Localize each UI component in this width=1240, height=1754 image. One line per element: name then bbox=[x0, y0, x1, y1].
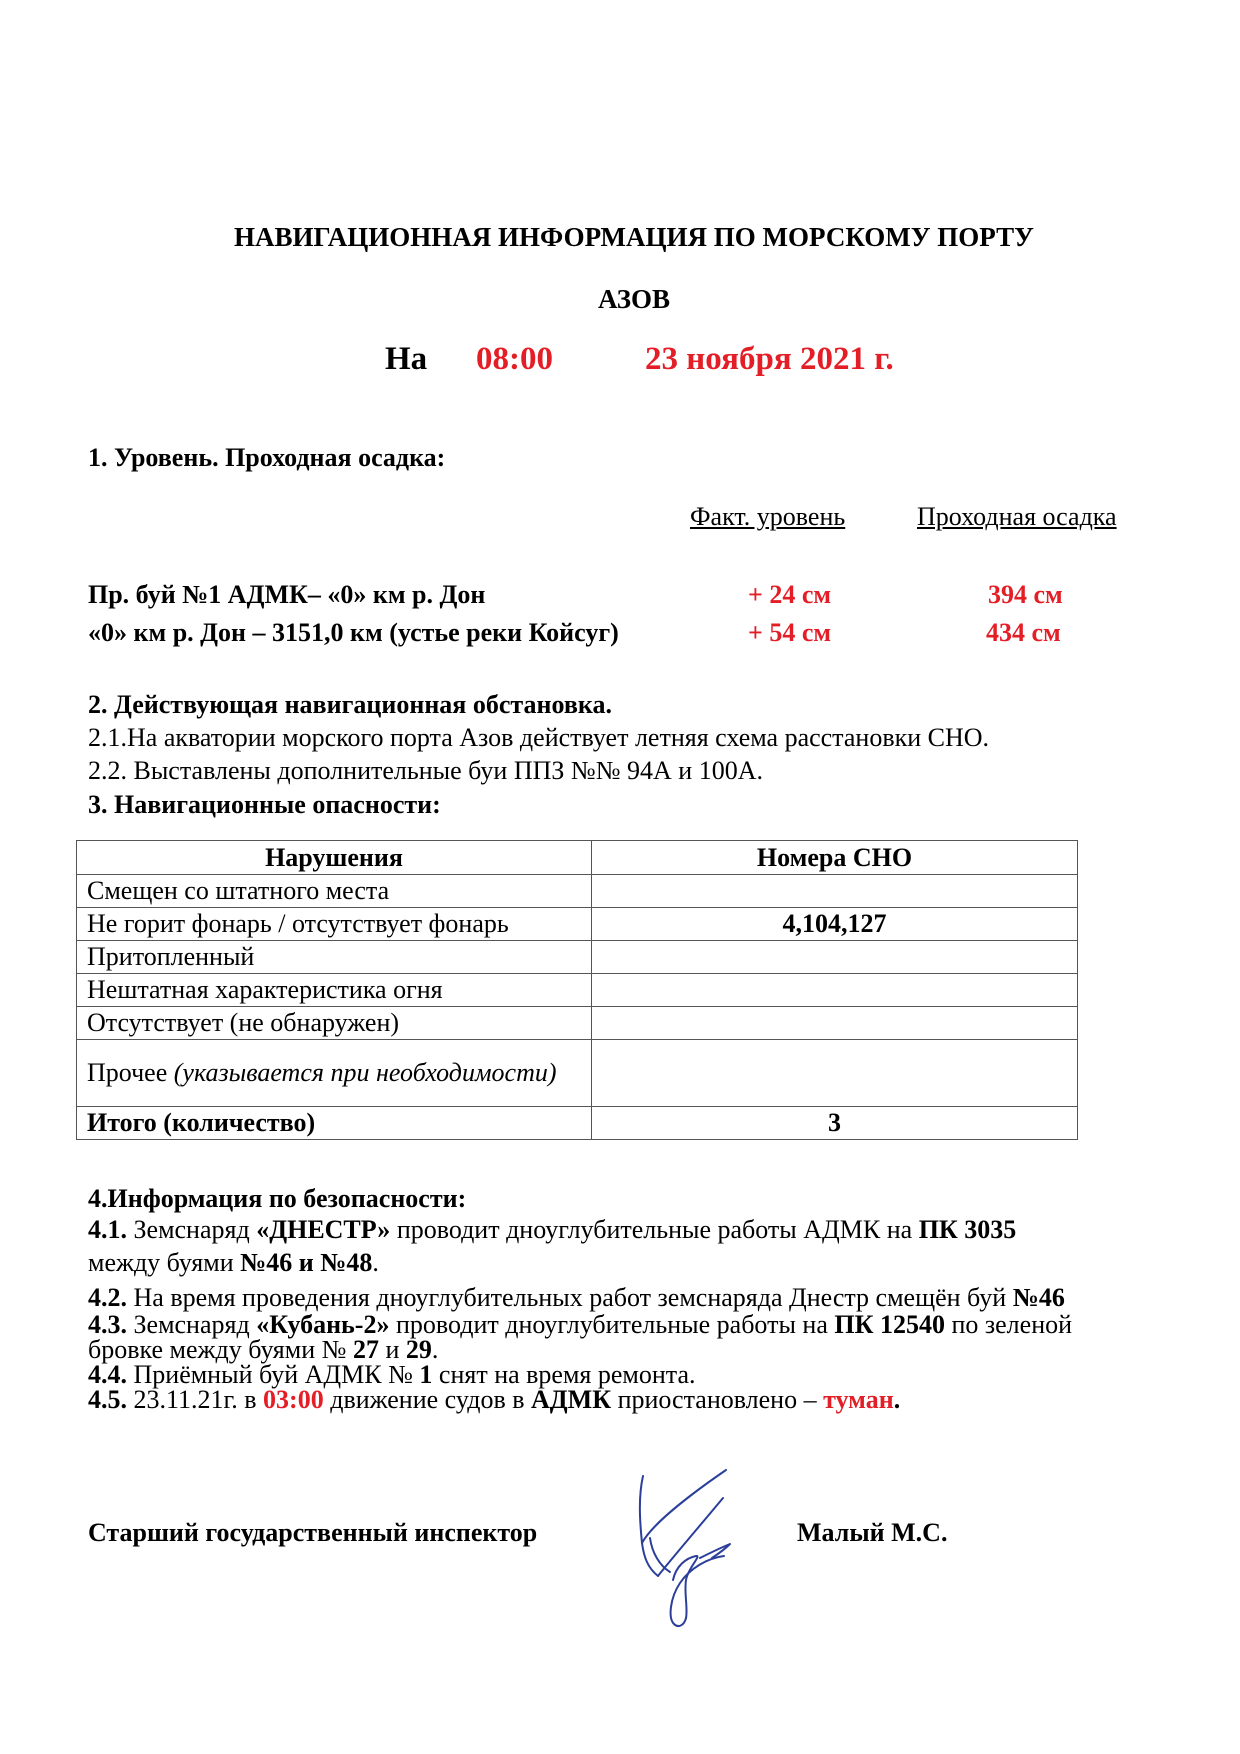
violation-label: Нештатная характеристика огня bbox=[77, 974, 592, 1007]
col-violations-header: Нарушения bbox=[77, 841, 592, 875]
safety-item-1-cont: между буями №46 и №48. bbox=[88, 1248, 379, 1277]
violation-label: Не горит фонарь / отсутствует фонарь bbox=[77, 908, 592, 941]
inspector-position: Старший государственный инспектор bbox=[88, 1518, 538, 1547]
col-passage-draft: Проходная осадка bbox=[917, 502, 1117, 531]
level-row-draft: 394 см bbox=[988, 580, 1063, 609]
level-row-location: Пр. буй №1 АДМК– «0» км р. Дон bbox=[88, 580, 486, 609]
date-prefix: На bbox=[385, 341, 428, 377]
report-time: 08:00 bbox=[476, 341, 553, 377]
violation-value bbox=[592, 875, 1078, 908]
violation-value bbox=[592, 1007, 1078, 1040]
safety-item-4: 4.4. Приёмный буй АДМК № 1 снят на время ремонта. bbox=[88, 1360, 696, 1389]
table-row bbox=[77, 1040, 1078, 1107]
total-value: 3 bbox=[592, 1107, 1078, 1140]
table-row bbox=[77, 875, 1078, 908]
safety-item-3-cont: бровке между буями № 27 и 29. bbox=[88, 1335, 439, 1364]
violation-value bbox=[592, 941, 1078, 974]
violation-value: 4,104,127 bbox=[592, 908, 1078, 941]
col-numbers-header: Номера СНО bbox=[592, 841, 1078, 875]
level-row-level: + 54 см bbox=[748, 618, 832, 647]
violation-value bbox=[592, 974, 1078, 1007]
section3-heading: 3. Навигационные опасности: bbox=[88, 790, 441, 819]
hazards-table bbox=[76, 840, 1078, 1140]
report-date: 23 ноября 2021 г. bbox=[645, 341, 894, 377]
table-row bbox=[77, 1007, 1078, 1040]
level-row-location: «0» км р. Дон – 3151,0 км (устье реки Койсуг) bbox=[88, 618, 619, 647]
safety-item-3: 4.3. Земснаряд «Кубань-2» проводит дноуглубительные работы на ПК 12540 по зеленой bbox=[88, 1310, 1073, 1339]
total-row bbox=[77, 1107, 1078, 1140]
section2-item: 2.1.На акватории морского порта Азов действует летняя схема расстановки СНО. bbox=[88, 723, 990, 752]
other-cell bbox=[77, 1040, 592, 1107]
section2-heading: 2. Действующая навигационная обстановка. bbox=[88, 690, 612, 719]
table-row bbox=[77, 941, 1078, 974]
level-row-level: + 24 см bbox=[748, 580, 832, 609]
total-label: Итого (количество) bbox=[77, 1107, 592, 1140]
col-fact-level: Факт. уровень bbox=[690, 502, 846, 531]
table-row bbox=[77, 974, 1078, 1007]
doc-title: НАВИГАЦИОННАЯ ИНФОРМАЦИЯ ПО МОРСКОМУ ПОРТУ bbox=[234, 222, 1034, 252]
violation-label: Смещен со штатного места bbox=[77, 875, 592, 908]
other-label: Прочее bbox=[87, 1058, 174, 1087]
signature-image bbox=[628, 1468, 758, 1638]
table-header-row bbox=[77, 841, 1078, 875]
port-name: АЗОВ bbox=[597, 284, 671, 314]
level-row-draft: 434 см bbox=[986, 618, 1061, 647]
other-note: (указывается при необходимости) bbox=[173, 1058, 557, 1087]
section1-heading: 1. Уровень. Проходная осадка: bbox=[88, 443, 446, 472]
safety-item-5: 4.5. 23.11.21г. в 03:00 движение судов в АДМК приостановлено – туман. bbox=[88, 1385, 901, 1414]
violation-label: Отсутствует (не обнаружен) bbox=[77, 1007, 592, 1040]
table-row bbox=[77, 908, 1078, 941]
safety-item-2: 4.2. На время проведения дноуглубительных работ земснаряда Днестр смещён буй №46 bbox=[88, 1283, 1065, 1312]
section4-heading: 4.Информация по безопасности: bbox=[88, 1184, 467, 1213]
inspector-name: Малый М.С. bbox=[797, 1518, 948, 1547]
violation-label: Притопленный bbox=[77, 941, 592, 974]
section2-item: 2.2. Выставлены дополнительные буи ППЗ №№ 94А и 100А. bbox=[88, 756, 763, 785]
safety-item-1: 4.1. Земснаряд «ДНЕСТР» проводит дноуглубительные работы АДМК на ПК 3035 bbox=[88, 1215, 1017, 1244]
other-value bbox=[592, 1040, 1078, 1107]
